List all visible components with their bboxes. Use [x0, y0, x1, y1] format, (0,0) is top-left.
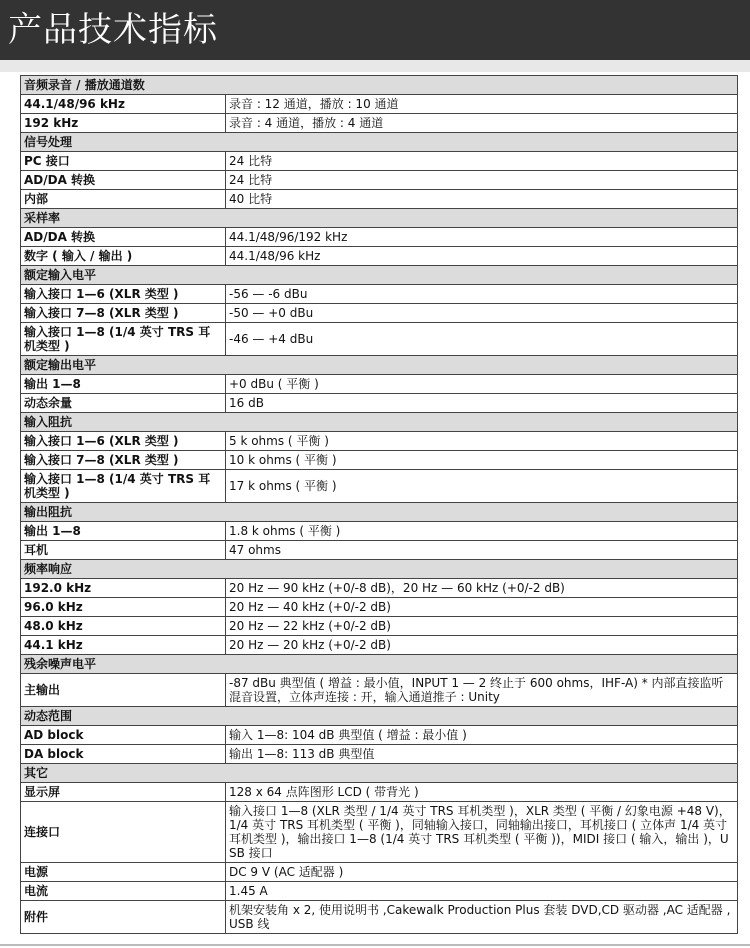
header-band [0, 60, 750, 72]
spec-row [21, 470, 738, 503]
spec-row [21, 285, 738, 304]
spec-row [21, 863, 738, 882]
spec-value: 20 Hz — 20 kHz (+0/-2 dB) [226, 636, 738, 655]
spec-value: 128 x 64 点阵图形 LCD ( 带背光 ) [226, 783, 738, 802]
spec-label: DA block [21, 745, 226, 764]
section-header-row [21, 413, 738, 432]
spec-value: 5 k ohms ( 平衡 ) [226, 432, 738, 451]
bottom-divider [0, 944, 750, 946]
spec-value: DC 9 V (AC 适配器 ) [226, 863, 738, 882]
spec-label: 动态余量 [21, 394, 226, 413]
spec-value: 16 dB [226, 394, 738, 413]
spec-row [21, 617, 738, 636]
spec-label: 数字 ( 输入 / 输出 ) [21, 247, 226, 266]
spec-label: 输入接口 7—8 (XLR 类型 ) [21, 304, 226, 323]
section-header-row [21, 356, 738, 375]
spec-row [21, 114, 738, 133]
spec-value: -87 dBu 典型值 ( 增益 : 最小值，INPUT 1 — 2 终止于 600 ohms，IHF-A) * 内部直接监听混音设置，立体声连接 : 开，输入通道推子 : Unity [226, 674, 738, 707]
spec-value: 录音 : 4 通道，播放 : 4 通道 [226, 114, 738, 133]
section-title: 音频录音 / 播放通道数 [21, 76, 738, 95]
spec-value: 44.1/48/96/192 kHz [226, 228, 738, 247]
spec-value: 24 比特 [226, 171, 738, 190]
section-title: 额定输出电平 [21, 356, 738, 375]
spec-label: 主输出 [21, 674, 226, 707]
spec-row [21, 579, 738, 598]
section-header-row [21, 707, 738, 726]
spec-value: 47 ohms [226, 541, 738, 560]
page-header [0, 0, 750, 60]
spec-label: 内部 [21, 190, 226, 209]
spec-value: 1.45 A [226, 882, 738, 901]
spec-value: 输入 1—8: 104 dB 典型值 ( 增益 : 最小值 ) [226, 726, 738, 745]
spec-row [21, 375, 738, 394]
spec-value: 输入接口 1—8 (XLR 类型 / 1/4 英寸 TRS 耳机类型 )，XLR 类型 ( 平衡 / 幻象电源 +48 V)，1/4 英寸 TRS 耳机类型 ( 平衡 )，同轴输入接口，同轴输出接口，耳机接口 ( 立体声 1/4 英寸耳机类型 )，输出接口 1—8 (1/4 英寸 TRS 耳机类型 ( 平衡 ))，MIDI 接口 ( 输入，输出 )，USB 接口 [226, 802, 738, 863]
spec-label: 输入接口 1—6 (XLR 类型 ) [21, 432, 226, 451]
spec-label: 输入接口 7—8 (XLR 类型 ) [21, 451, 226, 470]
spec-row [21, 304, 738, 323]
section-header-row [21, 133, 738, 152]
spec-label: 耳机 [21, 541, 226, 560]
spec-row [21, 783, 738, 802]
section-title: 残余噪声电平 [21, 655, 738, 674]
section-title: 额定输入电平 [21, 266, 738, 285]
spec-label: 输出 1—8 [21, 375, 226, 394]
section-title: 其它 [21, 764, 738, 783]
spec-label: 输出 1—8 [21, 522, 226, 541]
spec-row [21, 726, 738, 745]
spec-label: 显示屏 [21, 783, 226, 802]
spec-value: 20 Hz — 90 kHz (+0/-8 dB)，20 Hz — 60 kHz (+0/-2 dB) [226, 579, 738, 598]
spec-label: 附件 [21, 901, 226, 934]
spec-row [21, 674, 738, 707]
spec-value: 24 比特 [226, 152, 738, 171]
section-title: 输出阻抗 [21, 503, 738, 522]
section-header-row [21, 76, 738, 95]
section-title: 动态范围 [21, 707, 738, 726]
spec-table [20, 75, 738, 934]
section-title: 输入阻抗 [21, 413, 738, 432]
spec-value: 17 k ohms ( 平衡 ) [226, 470, 738, 503]
spec-row [21, 394, 738, 413]
section-header-row [21, 209, 738, 228]
spec-row [21, 522, 738, 541]
spec-label: 输入接口 1—8 (1/4 英寸 TRS 耳机类型 ) [21, 470, 226, 503]
section-title: 频率响应 [21, 560, 738, 579]
spec-label: 44.1 kHz [21, 636, 226, 655]
spec-label: AD/DA 转换 [21, 171, 226, 190]
spec-label: 96.0 kHz [21, 598, 226, 617]
section-header-row [21, 764, 738, 783]
spec-label: AD/DA 转换 [21, 228, 226, 247]
section-header-row [21, 655, 738, 674]
spec-label: 输入接口 1—6 (XLR 类型 ) [21, 285, 226, 304]
page-title: 产品技术指标 [8, 10, 218, 50]
spec-row [21, 451, 738, 470]
spec-row [21, 745, 738, 764]
spec-row [21, 541, 738, 560]
spec-row [21, 171, 738, 190]
section-title: 采样率 [21, 209, 738, 228]
spec-value: 10 k ohms ( 平衡 ) [226, 451, 738, 470]
spec-label: 192.0 kHz [21, 579, 226, 598]
spec-value: 40 比特 [226, 190, 738, 209]
spec-value: 1.8 k ohms ( 平衡 ) [226, 522, 738, 541]
spec-label: 电源 [21, 863, 226, 882]
spec-value: 录音 : 12 通道，播放 : 10 通道 [226, 95, 738, 114]
spec-label: AD block [21, 726, 226, 745]
spec-label: PC 接口 [21, 152, 226, 171]
spec-row [21, 598, 738, 617]
section-header-row [21, 266, 738, 285]
spec-row [21, 190, 738, 209]
spec-row [21, 323, 738, 356]
spec-row [21, 802, 738, 863]
spec-label: 连接口 [21, 802, 226, 863]
spec-value: -56 — -6 dBu [226, 285, 738, 304]
section-header-row [21, 560, 738, 579]
spec-label: 192 kHz [21, 114, 226, 133]
spec-value: 20 Hz — 40 kHz (+0/-2 dB) [226, 598, 738, 617]
spec-row [21, 432, 738, 451]
section-title: 信号处理 [21, 133, 738, 152]
spec-row [21, 636, 738, 655]
spec-value: 20 Hz — 22 kHz (+0/-2 dB) [226, 617, 738, 636]
spec-value: 44.1/48/96 kHz [226, 247, 738, 266]
spec-label: 48.0 kHz [21, 617, 226, 636]
spec-row [21, 228, 738, 247]
spec-row [21, 901, 738, 934]
spec-label: 44.1/48/96 kHz [21, 95, 226, 114]
section-header-row [21, 503, 738, 522]
spec-value: -50 — +0 dBu [226, 304, 738, 323]
spec-value: 机架安装角 x 2, 使用说明书 ,Cakewalk Production Plus 套装 DVD,CD 驱动器 ,AC 适配器 ,USB 线 [226, 901, 738, 934]
spec-row [21, 882, 738, 901]
spec-label: 电流 [21, 882, 226, 901]
spec-value: +0 dBu ( 平衡 ) [226, 375, 738, 394]
spec-label: 输入接口 1—8 (1/4 英寸 TRS 耳机类型 ) [21, 323, 226, 356]
spec-value: 输出 1—8: 113 dB 典型值 [226, 745, 738, 764]
spec-row [21, 152, 738, 171]
spec-value: -46 — +4 dBu [226, 323, 738, 356]
spec-row [21, 247, 738, 266]
spec-table-body [21, 76, 738, 934]
spec-row [21, 95, 738, 114]
